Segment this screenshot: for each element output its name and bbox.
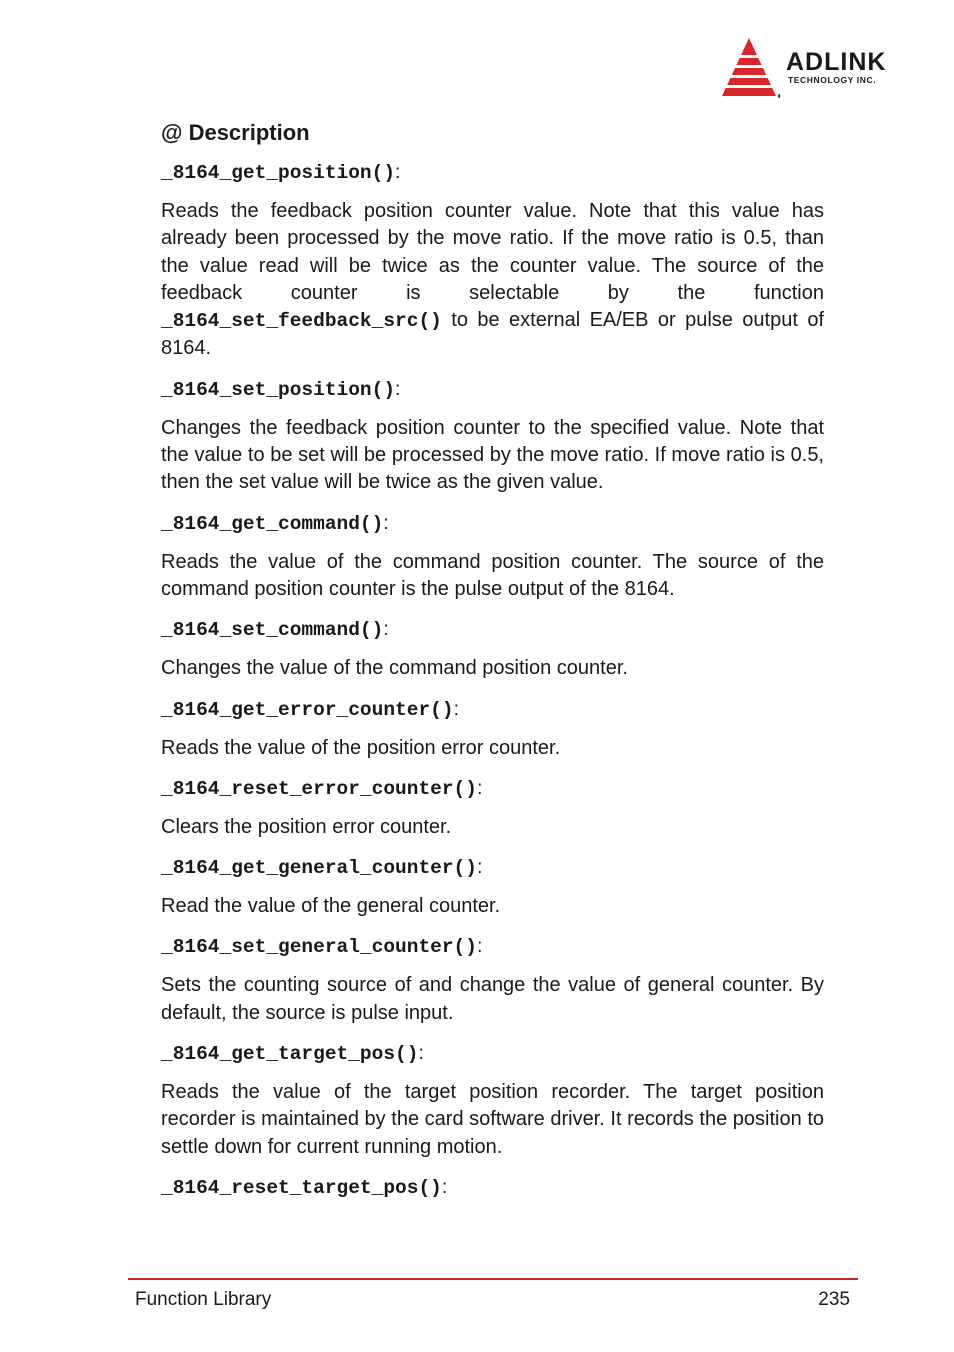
logo-triangle-icon — [722, 38, 780, 100]
function-description — [161, 415, 824, 497]
function-description — [161, 814, 824, 841]
function-signature: _8164_set_general_counter() — [161, 936, 477, 959]
function-name: _8164_get_command(): — [161, 511, 389, 535]
function-name: _8164_set_general_counter(): — [161, 935, 483, 959]
description-text: Sets the counting source of and change the value of general counter. By default, the source is pulse input. — [161, 974, 824, 1024]
function-signature: _8164_set_position() — [161, 378, 396, 401]
page-number: 235 — [818, 1289, 850, 1310]
function-signature: _8164_set_command() — [161, 619, 384, 642]
description-text: Clears the position error counter. — [161, 815, 452, 838]
description-text: Reads the value of the position error counter. — [161, 736, 561, 759]
function-list — [161, 160, 824, 1200]
description-text: Changes the feedback position counter to the specified value. Note that the value to be set will be processed by the move ratio. If move ratio is 0.5, then the set value will be twice as the given value. — [161, 416, 824, 494]
description-text: Reads the value of the command position counter. The source of the command position counter is the pulse output of the 8164. — [161, 550, 824, 600]
function-name: _8164_set_command(): — [161, 618, 389, 642]
function-description — [161, 198, 824, 363]
function-name: _8164_get_general_counter(): — [161, 856, 483, 880]
description-text: Reads the feedback position counter value. Note that this value has already been processed by the move ratio. If the move ratio is 0.5, than the value read will be twice as the counter value. The source of the feedback counter is selectable by the function — [161, 200, 824, 304]
function-name: _8164_reset_error_counter(): — [161, 776, 483, 800]
logo-name: ADLINK — [786, 48, 887, 76]
description-text: Changes the value of the command position counter. — [161, 657, 628, 680]
inline-function-ref: _8164_set_feedback_src() — [161, 310, 442, 333]
function-name: _8164_get_error_counter(): — [161, 697, 459, 721]
logo-tagline: TECHNOLOGY INC. — [788, 75, 877, 85]
function-name: _8164_set_position(): — [161, 377, 401, 401]
function-signature: _8164_reset_target_pos() — [161, 1176, 442, 1199]
section-heading: @ Description — [161, 120, 310, 145]
function-signature: _8164_get_general_counter() — [161, 857, 477, 880]
function-signature: _8164_get_position() — [161, 162, 396, 184]
function-description — [161, 893, 824, 920]
function-signature: _8164_reset_error_counter() — [161, 777, 477, 800]
function-name: _8164_reset_target_pos(): — [161, 1175, 448, 1199]
description-text: to be external EA/EB or pulse output of 8164. — [161, 309, 824, 360]
function-name: _8164_get_position(): — [161, 161, 401, 184]
function-signature: _8164_get_error_counter() — [161, 698, 454, 721]
footer-chapter: Function Library — [135, 1289, 272, 1310]
function-signature: _8164_get_command() — [161, 512, 384, 535]
function-description — [161, 972, 824, 1027]
function-signature: _8164_get_target_pos() — [161, 1043, 419, 1066]
description-text: Read the value of the general counter. — [161, 895, 501, 918]
page-content — [161, 120, 824, 1213]
function-description — [161, 549, 824, 604]
footer-divider — [128, 1278, 858, 1280]
function-description — [161, 735, 824, 762]
function-description — [161, 655, 824, 682]
adlink-logo — [722, 38, 912, 100]
description-text: Reads the value of the target position recorder. The target position recorder is maintained by the card software driver. It records the position to settle down for current running motion. — [161, 1081, 824, 1158]
function-description — [161, 1079, 824, 1161]
function-name: _8164_get_target_pos(): — [161, 1042, 424, 1066]
